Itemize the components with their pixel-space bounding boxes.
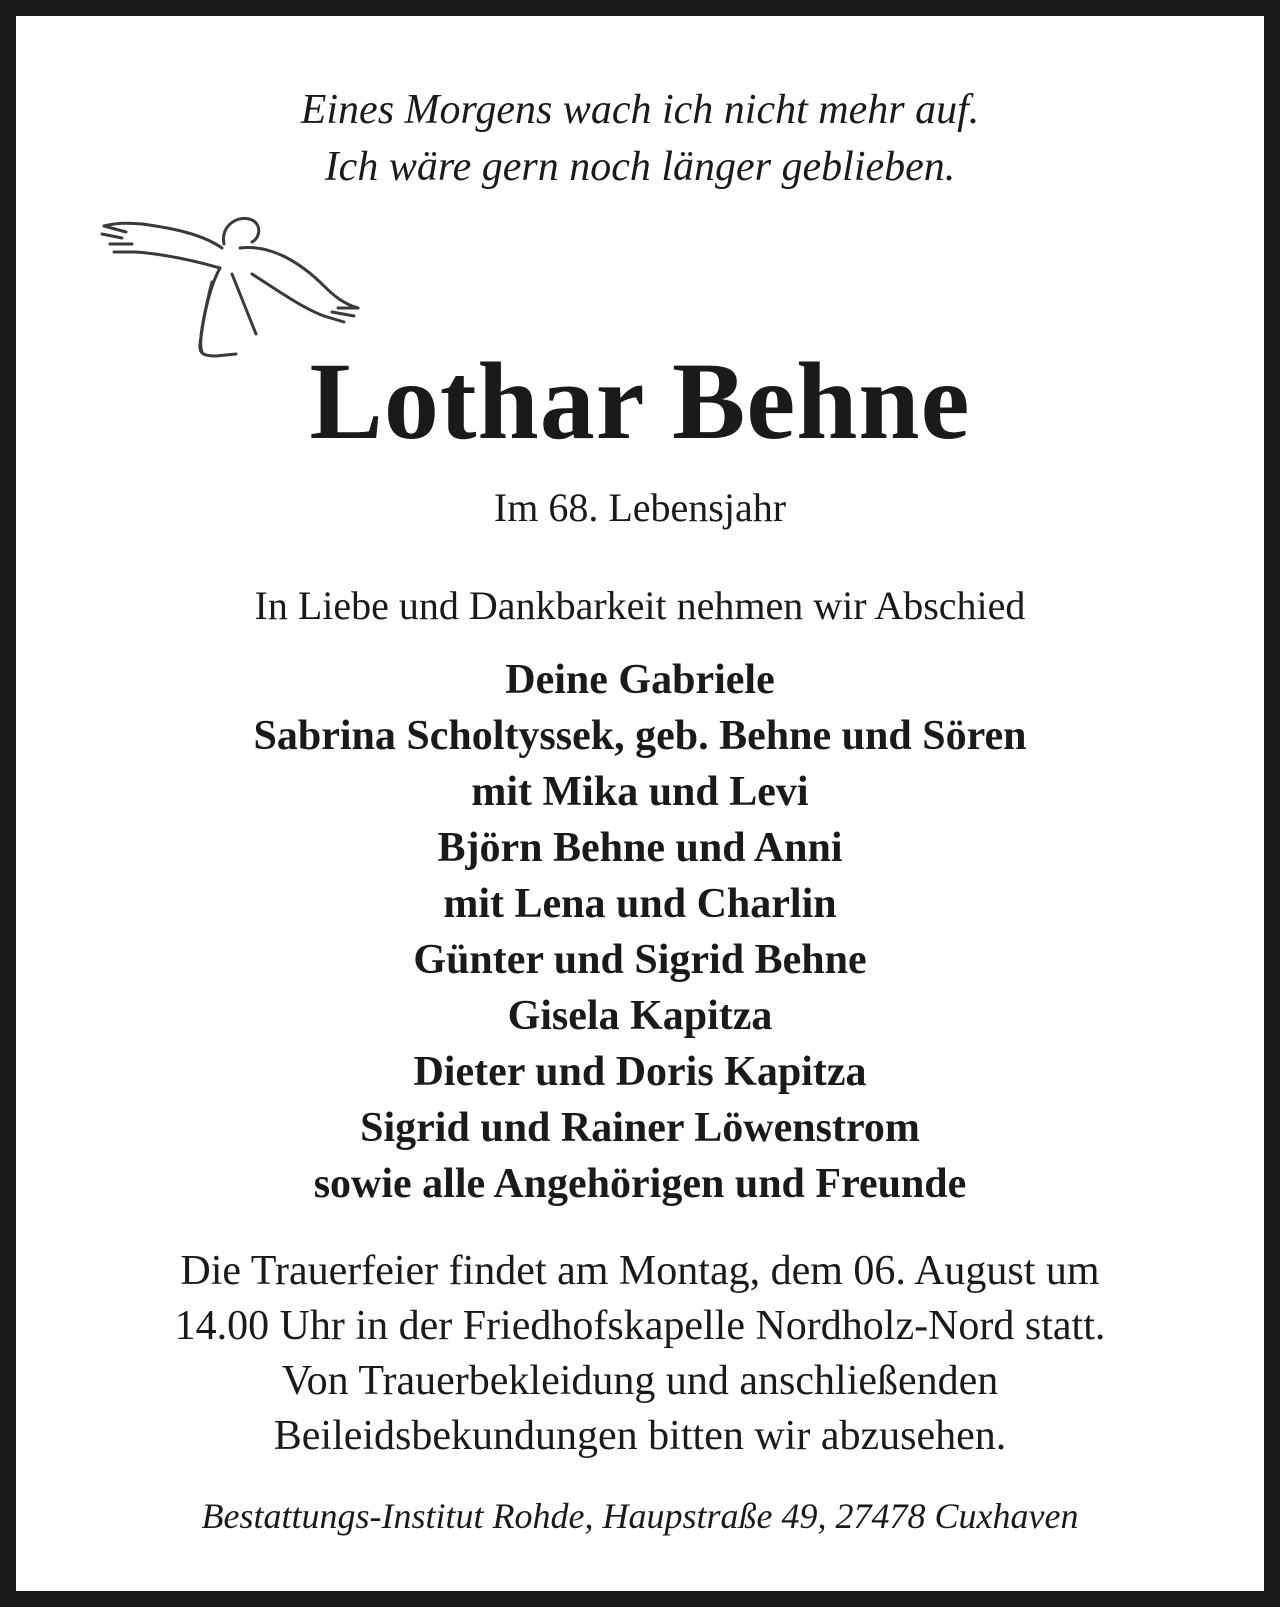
mourner-line: Deine Gabriele [505,657,775,703]
deceased-name: Lothar Behne [309,340,971,462]
motto-line-1: Eines Morgens wach ich nicht mehr auf. [300,87,980,133]
farewell-line: In Liebe und Dankbarkeit nehmen wir Abschied [254,583,1026,628]
mourner-line: sowie alle Angehörigen und Freunde [313,1161,967,1207]
service-line: Beileidsbekundungen bitten wir abzusehen. [273,1413,1007,1459]
mourner-line: Günter und Sigrid Behne [413,937,867,983]
mourner-line: Dieter und Doris Kapitza [413,1049,867,1095]
service-line: Die Trauerfeier findet am Montag, dem 06. August um [180,1248,1100,1294]
mourner-line: Sabrina Scholtyssek, geb. Behne und Sören [253,713,1027,759]
service-info [16,1244,1264,1464]
mourner-line: mit Mika und Levi [471,769,809,815]
age-line: Im 68. Lebensjahr [493,485,787,530]
mourner-line: Sigrid und Rainer Löwenstrom [360,1105,920,1151]
service-line: 14.00 Uhr in der Friedhofskapelle Nordholz-Nord statt. [174,1303,1106,1349]
mourner-line: mit Lena und Charlin [443,881,837,927]
motto-line-2: Ich wäre gern noch länger geblieben. [324,144,956,190]
mourners-list [16,652,1264,1212]
mourner-line: Björn Behne und Anni [437,825,843,871]
motto [16,82,1264,196]
service-line: Von Trauerbekleidung und anschließenden [281,1358,999,1404]
mourner-line: Gisela Kapitza [507,993,773,1039]
undertaker-address: Bestattungs-Institut Rohde, Haupstraße 49, 27478 Cuxhaven [201,1496,1079,1536]
